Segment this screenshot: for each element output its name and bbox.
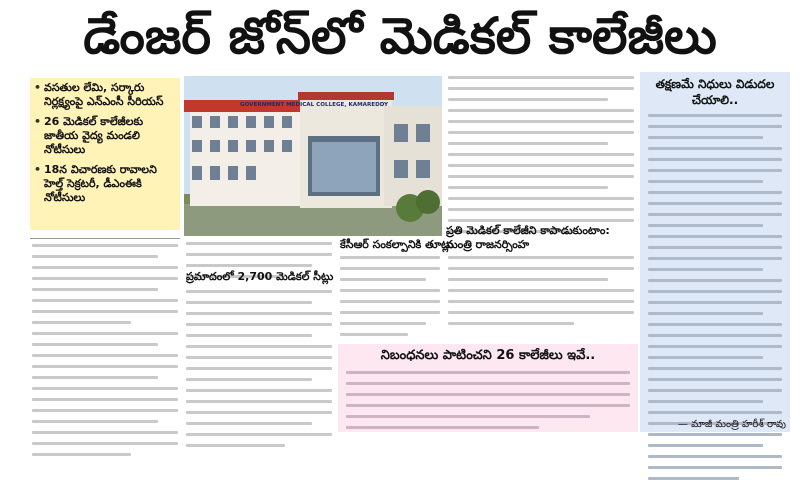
college-signboard: GOVERNMENT MEDICAL COLLEGE, KAMAREDDY <box>239 102 389 108</box>
sidebar-box <box>640 72 790 432</box>
colleges-list-body <box>346 371 630 429</box>
key-points-box <box>30 78 180 230</box>
colleges-list-title: నిబంధనలు పాటించని 26 కాలేజీలు ఇవే.. <box>380 348 596 363</box>
colleges-list-box <box>338 344 638 432</box>
section-heading-cont: మంత్రి రాజనర్సింహ <box>446 238 530 251</box>
sidebar-title: తక్షణమే నిధులు విడుదల చేయాలి.. <box>655 77 775 107</box>
section-heading: ప్రమాదంలో 2,700 మెడికల్ సీట్లు <box>186 270 334 283</box>
key-point: • 18న విచారణకు రావాలని హెల్త్ సెక్రటరీ, డీఎంఈకి నోటీసులు <box>30 160 180 208</box>
divider <box>30 238 180 239</box>
college-building-photo <box>184 76 442 236</box>
key-point: • 26 మెడికల్ కాలేజీలకు జాతీయ వైద్య మండలి నోటీసులు <box>30 112 180 160</box>
article-column-middle-2 <box>186 290 332 455</box>
section-heading: కేసీఆర్ సంకల్పానికి తూట్లు <box>340 238 454 251</box>
key-point: • వసతుల లేమి, సర్కారు నిర్లక్ష్యంపై ఎన్ఎంసీ సీరియస్ <box>30 78 180 112</box>
sidebar-byline: — మాజీ మంత్రి హరీశ్ రావు <box>677 419 786 430</box>
headline: డేంజర్ జోన్‌లో మెడికల్ కాలేజీలు <box>83 7 717 65</box>
building-illustration <box>184 76 442 236</box>
article-column-center <box>340 256 440 344</box>
article-column-right-2 <box>448 256 634 333</box>
article-column-left <box>32 244 178 464</box>
section-heading: ప్రతి మెడికల్ కాలేజీని కాపాడుకుంటాం: <box>446 224 610 237</box>
article-column-right <box>448 76 634 241</box>
